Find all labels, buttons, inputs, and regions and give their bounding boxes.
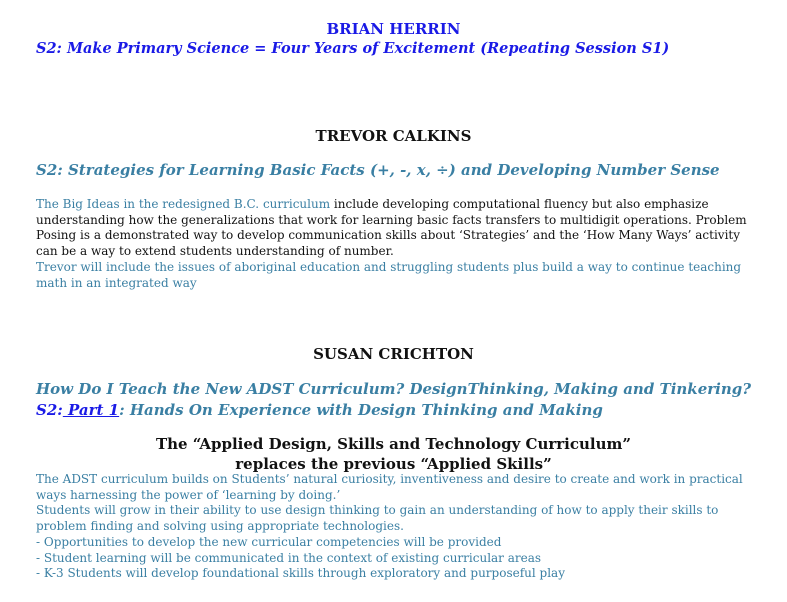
paragraph (36, 197, 754, 260)
session-title-trevor: S2: Strategies for Learning Basic Facts (+, -, x, ÷) and Developing Number Sense (36, 161, 720, 179)
bullet-item: - Student learning will be communicated in the context of existing curricular areas (36, 550, 542, 565)
bullet-item: - K-3 Students will develop foundational skills through exploratory and purposeful play (36, 566, 565, 581)
presenter-name-brian: BRIAN HERRIN (326, 20, 461, 38)
presenter-name-trevor: TREVOR CALKINS (315, 127, 472, 145)
session-part-susan (36, 401, 603, 419)
heading-line-2: replaces the previous “Applied Skills” (235, 455, 552, 473)
session-prefix: S2: (36, 401, 63, 419)
description-susan (36, 472, 754, 582)
presenter-name-susan: SUSAN CRICHTON (313, 345, 474, 363)
heading-line-1: The “Applied Design, Skills and Technology Curriculum” (155, 435, 632, 453)
session-title-brian: S2: Make Primary Science = Four Years of Excitement (Repeating Session S1) (36, 40, 670, 57)
text-segment: The Big Ideas in the redesigned B.C. curriculum (36, 197, 331, 211)
adst-heading (0, 434, 787, 474)
paragraph: Students will grow in their ability to use design thinking to gain an understanding of how to apply their skills to problem finding and solving using appropriate technologies. (36, 503, 719, 534)
text-segment: include developing computational fluency but also emphasize understanding how the generalizations that work for learning basic facts transfers to multidigit operations. Problem Posing is a demonstrated way to develop communication skills about ‘Strategies’ and the ‘How Many Ways’ activity can be a way to extend students understanding of number. (36, 197, 747, 259)
bullet-item: - Opportunities to develop the new curricular competencies will be provided (36, 534, 502, 549)
part-1-link[interactable]: Part 1 (62, 401, 120, 419)
session-subtitle: : Hands On Experience with Design Thinking and Making (119, 401, 603, 419)
description-trevor (36, 197, 754, 291)
paragraph: Trevor will include the issues of aboriginal education and struggling students plus build a way to continue teaching math in an integrated way (36, 259, 742, 290)
session-title-susan: How Do I Teach the New ADST Curriculum? DesignThinking, Making and Tinkering? (36, 380, 752, 398)
paragraph: The ADST curriculum builds on Students’ natural curiosity, inventiveness and desire to create and work in practical ways harnessing the power of ‘learning by doing.’ (36, 472, 743, 502)
